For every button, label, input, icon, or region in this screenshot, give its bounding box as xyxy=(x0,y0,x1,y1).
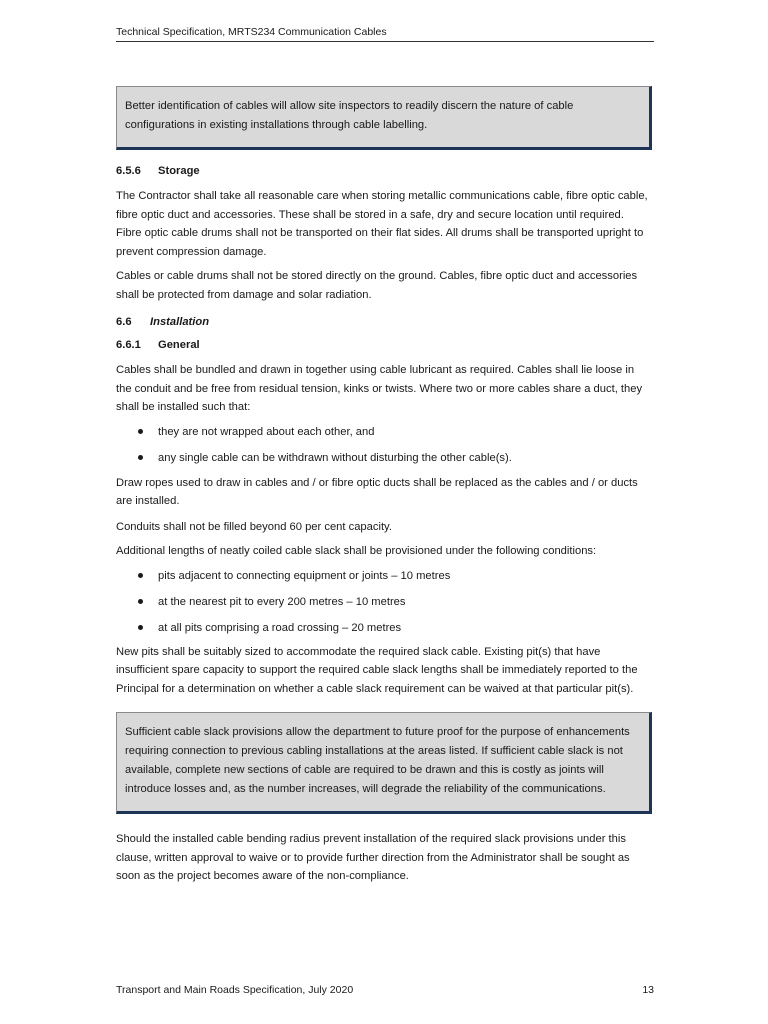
paragraph: New pits shall be suitably sized to accommodate the required slack cable. Existing pit(s) that have insufficient spare capacity to support the required cable slack lengths shall be immediately reported to the Principal for a determination on whether a cable slack requirement can be waived at that particular pit(s). xyxy=(116,645,638,695)
paragraph: Conduits shall not be filled beyond 60 per cent capacity. xyxy=(116,520,392,533)
section-heading-661 xyxy=(116,339,652,351)
paragraph: Cables shall be bundled and drawn in together using cable lubricant as required. Cables shall lie loose in the conduit and be free from residual tension, kinks or twists. Where two or more cables share a duct, they shall be installed such that: xyxy=(116,364,643,413)
paragraph: Draw ropes used to draw in cables and / or fibre optic ducts shall be replaced as the cables and / or ducts are installed. xyxy=(116,476,638,507)
bullet-icon xyxy=(138,599,143,604)
running-header: Technical Specification, MRTS234 Communication Cables xyxy=(116,26,654,42)
bullet-icon xyxy=(138,455,143,460)
bullet-list xyxy=(116,567,652,637)
note-box: Sufficient cable slack provisions allow the department to future proof for the purpose of enhancements requiring connection to previous cabling installations at the areas listed. If sufficient cable slack is not available, complete new sections of cable are required to be drawn and this is costly as joints will introduce losses and, as the number increases, will degrade the reliability of the communications. xyxy=(116,712,652,814)
running-footer xyxy=(116,984,654,996)
footer-title: Transport and Main Roads Specification, July 2020 xyxy=(116,984,354,996)
list-item: any single cable can be withdrawn without disturbing the other cable(s). xyxy=(116,449,652,467)
section-number: 6.6 xyxy=(116,316,132,328)
bullet-list xyxy=(116,423,652,467)
section-number: 6.6.1 xyxy=(116,339,141,351)
page-number: 13 xyxy=(642,984,654,996)
section-number: 6.5.6 xyxy=(116,165,141,177)
paragraph: Additional lengths of neatly coiled cable slack shall be provisioned under the following conditions: xyxy=(116,545,597,557)
bullet-icon xyxy=(138,625,143,630)
section-title: Storage xyxy=(158,165,200,177)
section-title: General xyxy=(158,339,200,351)
list-item: they are not wrapped about each other, and xyxy=(116,423,652,441)
page-body xyxy=(116,86,652,886)
note-box: Better identification of cables will allow site inspectors to readily discern the nature of cable configurations in existing installations through cable labelling. xyxy=(116,86,652,150)
section-title: Installation xyxy=(150,316,210,328)
list-item: pits adjacent to connecting equipment or joints – 10 metres xyxy=(116,567,652,585)
paragraph: Should the installed cable bending radius prevent installation of the required slack provisions under this clause, written approval to waive or to provide further direction from the Administrator shall be sought as soon as the project becomes aware of the non-compliance. xyxy=(116,833,630,882)
section-heading-656 xyxy=(116,165,652,177)
list-item: at the nearest pit to every 200 metres – 10 metres xyxy=(116,593,652,611)
list-item: at all pits comprising a road crossing – 20 metres xyxy=(116,619,652,637)
paragraph: The Contractor shall take all reasonable care when storing metallic communications cable, fibre optic cable, fibre optic duct and accessories. These shall be stored in a safe, dry and secure location until required. Fibre optic cable drums shall not be transported on their flat sides. All drums shall be transported upright to prevent compression damage. xyxy=(116,190,648,258)
section-heading-66 xyxy=(116,316,652,328)
paragraph: Cables or cable drums shall not be stored directly on the ground. Cables, fibre optic duct and accessories shall be protected from damage and solar radiation. xyxy=(116,270,638,301)
bullet-icon xyxy=(138,573,143,578)
bullet-icon xyxy=(138,429,143,434)
